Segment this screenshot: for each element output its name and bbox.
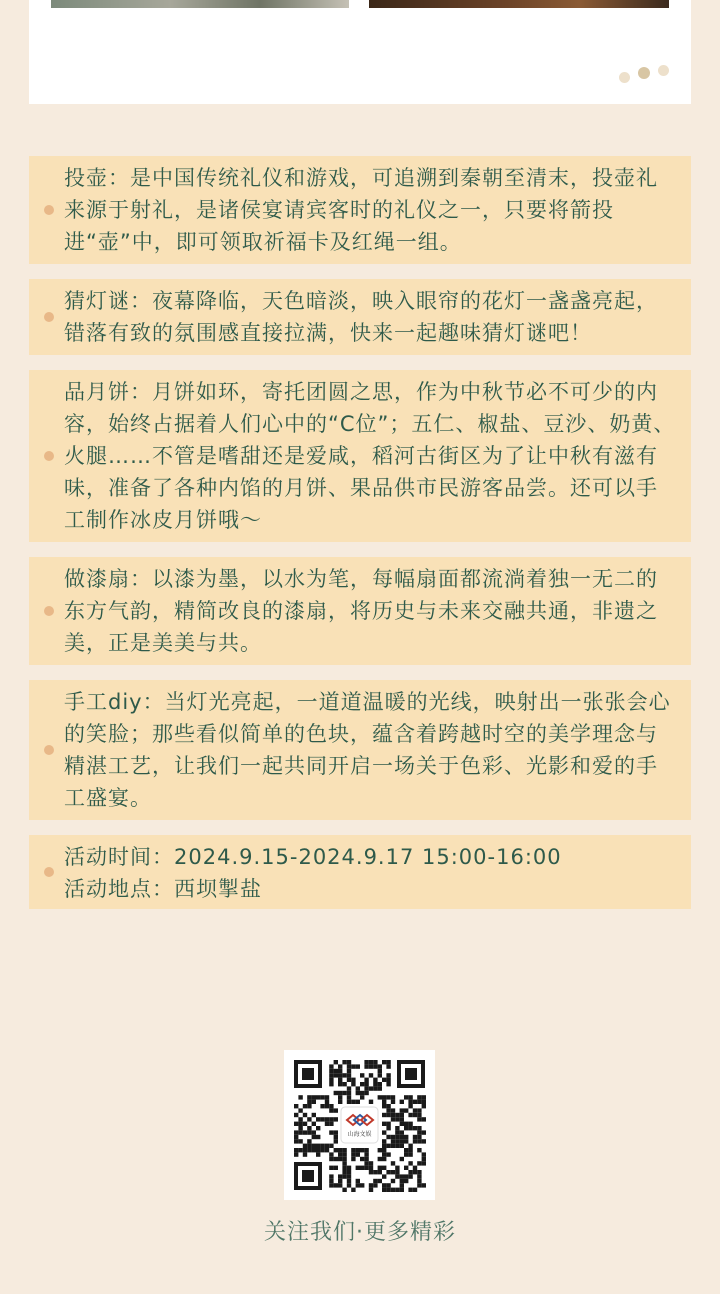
- bullet-dot-icon: [44, 867, 54, 877]
- activity-block-handcraft-diy: [29, 680, 691, 820]
- carousel-image-left[interactable]: [51, 0, 349, 8]
- activity-block-lacquer-fan: [29, 557, 691, 665]
- qr-code-image: [284, 1050, 435, 1200]
- activity-description: 手工diy：当灯光亮起，一道道温暖的光线，映射出一张张会心的笑脸；那些看似简单的色块，蕴含着跨越时空的美学理念与精湛工艺，让我们一起共同开启一场关于色彩、光影和爱的手工盛宴。: [64, 690, 671, 810]
- follow-us-text: 关注我们·更多精彩: [264, 1220, 456, 1245]
- activity-description: 做漆扇：以漆为墨，以水为笔，每幅扇面都流淌着独一无二的东方气韵，精简改良的漆扇，将历史与未来交融共通，非遗之美，正是美美与共。: [64, 567, 658, 655]
- activity-block-lantern-riddles: [29, 279, 691, 355]
- qr-code[interactable]: [284, 1050, 435, 1200]
- carousel-dot-3[interactable]: [658, 65, 669, 76]
- event-info-block: [29, 835, 691, 909]
- activity-block-touhu: [29, 156, 691, 264]
- qr-finder-bottom-left: [294, 1162, 322, 1190]
- carousel-pagination-dots[interactable]: [619, 66, 669, 80]
- activity-block-mooncake: [29, 370, 691, 542]
- bullet-dot-icon: [44, 451, 54, 461]
- activity-list: [29, 156, 691, 924]
- activity-description: 品月饼：月饼如环，寄托团圆之思，作为中秋节必不可少的内容，始终占据着人们心中的“C位”；五仁、椒盐、豆沙、奶黄、火腿……不管是嗜甜还是爱咸，稻河古街区为了让中秋有滋有味，准备了各种内馅的月饼、果品供市民游客品尝。还可以手工制作冰皮月饼哦～: [64, 380, 676, 532]
- bullet-dot-icon: [44, 606, 54, 616]
- qr-center-logo-icon: [341, 1107, 378, 1143]
- bullet-dot-icon: [44, 312, 54, 322]
- bullet-dot-icon: [44, 745, 54, 755]
- carousel-dot-1[interactable]: [619, 72, 630, 83]
- qr-logo-text: 山海文娱: [347, 1131, 372, 1138]
- bullet-dot-icon: [44, 205, 54, 215]
- event-time: 活动时间：2024.9.15-2024.9.17 15:00-16:00: [64, 845, 562, 869]
- activity-description: 猜灯谜：夜幕降临，天色暗淡，映入眼帘的花灯一盏盏亮起，错落有致的氛围感直接拉满，快来一起趣味猜灯谜吧！: [64, 289, 658, 345]
- qr-finder-top-left: [294, 1060, 322, 1088]
- carousel-dot-2-active[interactable]: [638, 67, 650, 79]
- event-location: 活动地点：西坝掣盐: [64, 877, 262, 901]
- qr-finder-top-right: [397, 1060, 425, 1088]
- carousel-image-right[interactable]: [369, 0, 669, 8]
- activity-description: 投壶：是中国传统礼仪和游戏，可追溯到秦朝至清末，投壶礼来源于射礼，是诸侯宴请宾客时的礼仪之一，只要将箭投进“壶”中，即可领取祈福卡及红绳一组。: [64, 166, 658, 254]
- image-carousel[interactable]: [29, 0, 691, 104]
